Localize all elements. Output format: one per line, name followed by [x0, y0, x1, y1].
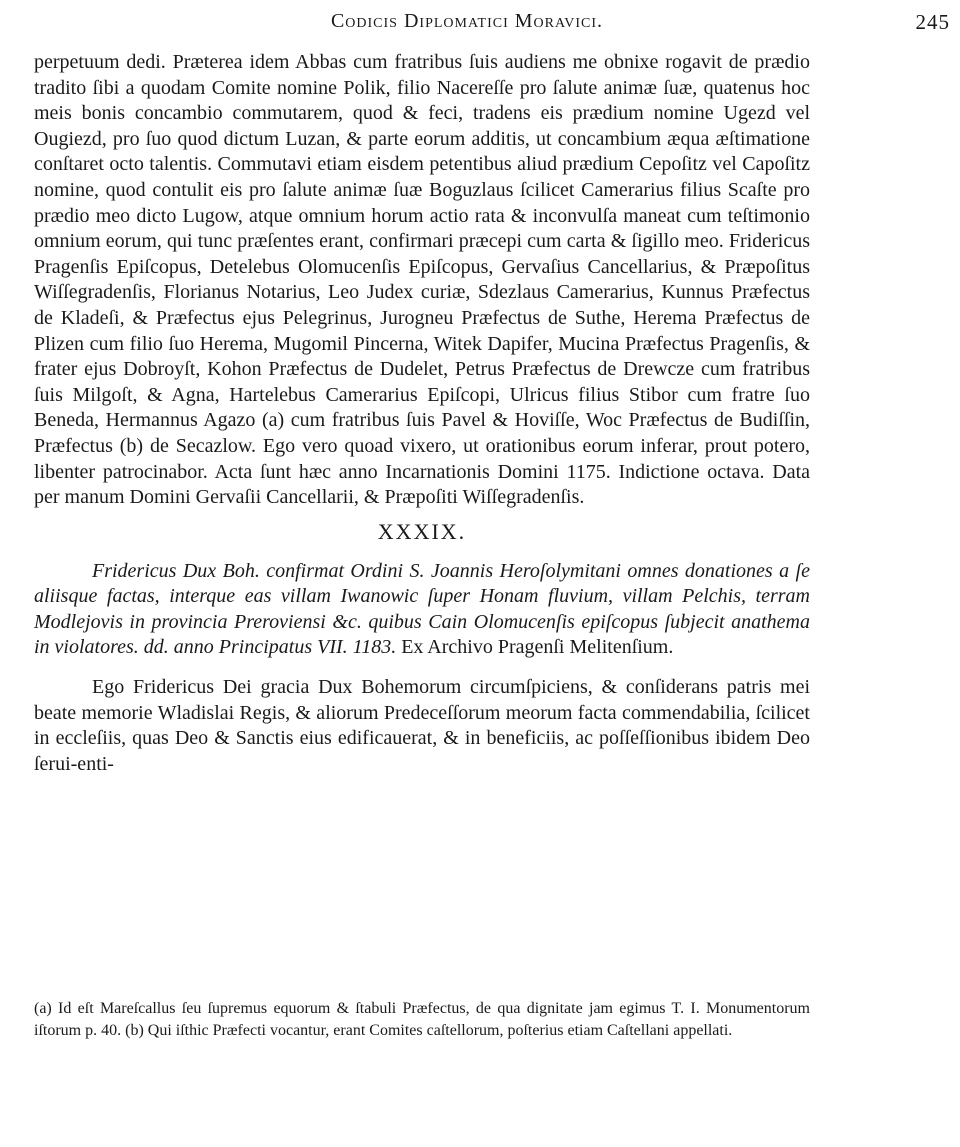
paragraph-1: perpetuum dedi. Præterea idem Abbas cum fratribus ſuis audiens me obnixe rogavit de prædio tradito ſibi a quodam Comite nomine Polik, filio Nacereſſe pro ſalute animæ ſuæ, quatenus hoc meis bonis concambio commutarem, quod & feci, tradens eis prædium nomine Ugezd vel Ougiezd, pro ſuo quod dictum Luzan, & parte eorum additis, ut concambium æqua æſtimatione conſtaret octo talentis. Commutavi etiam eisdem petentibus aliud prædium Cepoſitz vel Capoſitz nomine, quod contulit eis pro ſalute animæ ſuæ Boguzlaus ſcilicet Camerarius filius Scaſte pro prædio meo dicto Lugow, atque omnium horum actio rata & inconvulſa maneat cum teſtimonio omnium eorum, qui tunc præſentes erant, confirmari præcepi cum carta & ſigillo meo. Fridericus Pragenſis Epiſcopus, Detelebus Olomucenſis Epiſcopus, Gervaſius Cancellarius, & Præpoſitus Wiſſegradenſis, Florianus Notarius, Leo Judex curiæ, Sdezlaus Camerarius, Kunnus Præfectus de Kladeſi, & Præfectus ejus Pelegrinus, Jurogneu Præfectus de Suthe, Herema Præfectus de Plizen cum filio ſuo Herema, Mugomil Pincerna, Witek Dapifer, Mucina Præfectus Pragenſis, & frater ejus Dobroyſt, Kohon Præfectus de Dudelet, Petrus Præfectus de Drewcze cum fratribus ſuis Milgoſt, & Agna, Hartelebus Camerarius Epiſcopi, Ulricus filius Stibor cum fratre ſuo Beneda, Hermannus Agazo (a) cum fratribus ſuis Pavel & Hoviſſe, Woc Præfectus de Budiſſin, Præfectus (b) de Secazlow. Ego vero quoad vixero, ut orationibus eorum inferar, prout potero, libenter patrocinabor. Acta ſunt hæc anno Incarnationis Domini 1175. Indictione octava. Data per manum Domini Gervaſii Cancellarii, & Præpoſiti Wiſſegradenſis. — [34, 51, 810, 509]
section-number: XXXIX. — [377, 518, 467, 544]
charter-text — [34, 675, 810, 777]
footnote: (a) Id eſt Mareſcallus ſeu ſupremus equorum & ſtabuli Præfectus, de qua dignitate jam egimus T. I. Monumentorum iſtorum p. 40. (b) Qui iſthic Præfecti vocantur, erant Comites caſtellorum, poſterius etiam Caſtellani appellati. — [34, 1000, 810, 1039]
charter-continuation — [34, 50, 810, 511]
footnotes — [34, 998, 810, 1042]
summary-italic-text: Fridericus Dux Boh. confirmat Ordini S. Joannis Heroſolymitani omnes donationes a ſe aliisque factas, interque eas villam Iwanowic ſuper Honam fluvium, villam Pelchis, terram Modlejovis in provincia Preroviensi &c. quibus Cain Olomucenſis epiſcopus ſubjecit anathema in violatores. dd. anno Principatus VII. 1183. — [34, 559, 810, 659]
running-title: Codicis Diplomatici Moravici. — [330, 10, 604, 32]
running-head — [34, 10, 950, 50]
charter-summary — [34, 559, 810, 661]
paragraph-2: Ego Fridericus Dei gracia Dux Bohemorum circumſpiciens, & conſiderans patris mei beate memorie Wladislai Regis, & aliorum Predeceſſorum meorum facta commendabilia, ſcilicet in eccleſiis, quas Deo & Sanctis eius edificauerat, & in beneficiis, ac poſſeſſionibus ibidem Deo ſerui-enti- — [34, 676, 810, 775]
page-number: 245 — [915, 10, 950, 34]
summary-source: Ex Archivo Pragenſi Melitenſium. — [401, 636, 674, 659]
